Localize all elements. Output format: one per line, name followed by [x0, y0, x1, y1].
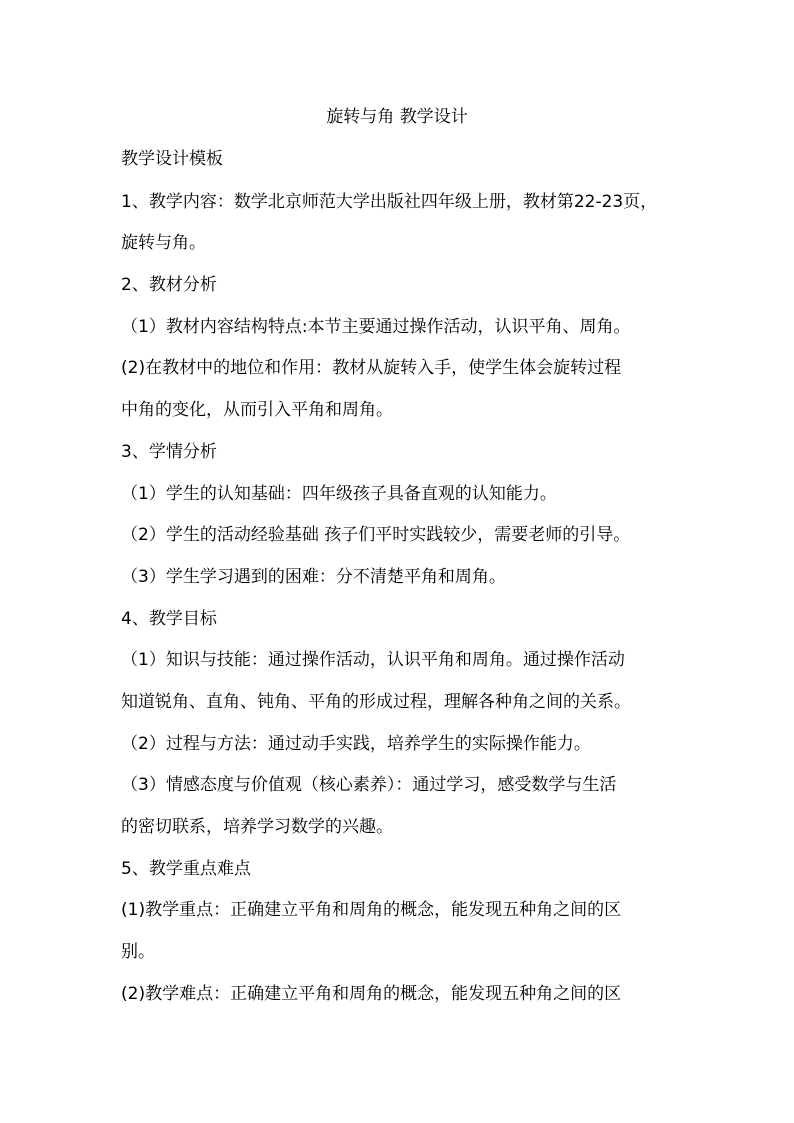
- section-heading: 3、学情分析: [121, 442, 217, 462]
- content-line: (2)教学难点：正确建立平角和周角的概念，能发现五种角之间的区: [121, 984, 622, 1004]
- content-line: （1）知识与技能：通过操作活动，认识平角和周角。通过操作活动: [121, 650, 625, 670]
- content-line: 中角的变化，从而引入平角和周角。: [121, 400, 393, 420]
- content-line: （1）教材内容结构特点:本节主要通过操作活动，认识平角、周角。: [121, 317, 631, 337]
- content-line: 1、教学内容：数学北京师范大学出版社四年级上册，教材第22-23页，: [121, 192, 658, 212]
- section-heading: 4、教学目标: [121, 609, 217, 629]
- content-line: （1）学生的认知基础：四年级孩子具备直观的认知能力。: [121, 484, 557, 504]
- content-line: 别。: [121, 942, 155, 962]
- document-title: 旋转与角 教学设计: [326, 107, 468, 127]
- content-line: 的密切联系，培养学习数学的兴趣。: [121, 817, 393, 837]
- content-line: （3）学生学习遇到的困难：分不清楚平角和周角。: [121, 567, 506, 587]
- content-line: 知道锐角、直角、钝角、平角的形成过程，理解各种角之间的关系。: [121, 692, 631, 712]
- content-line: （2）学生的活动经验基础 孩子们平时实践较少，需要老师的引导。: [121, 525, 631, 545]
- section-heading: 5、教学重点难点: [121, 859, 251, 879]
- section-label-template: 教学设计模板: [121, 149, 223, 169]
- content-line: 旋转与角。: [121, 233, 206, 253]
- section-heading: 2、教材分析: [121, 275, 217, 295]
- content-line: （2）过程与方法：通过动手实践，培养学生的实际操作能力。: [121, 734, 591, 754]
- content-line: (1)教学重点：正确建立平角和周角的概念，能发现五种角之间的区: [121, 900, 622, 920]
- content-line: （3）情感态度与价值观（核心素养）：通过学习，感受数学与生活: [121, 775, 617, 795]
- content-line: (2)在教材中的地位和作用：教材从旋转入手，使学生体会旋转过程: [121, 358, 622, 378]
